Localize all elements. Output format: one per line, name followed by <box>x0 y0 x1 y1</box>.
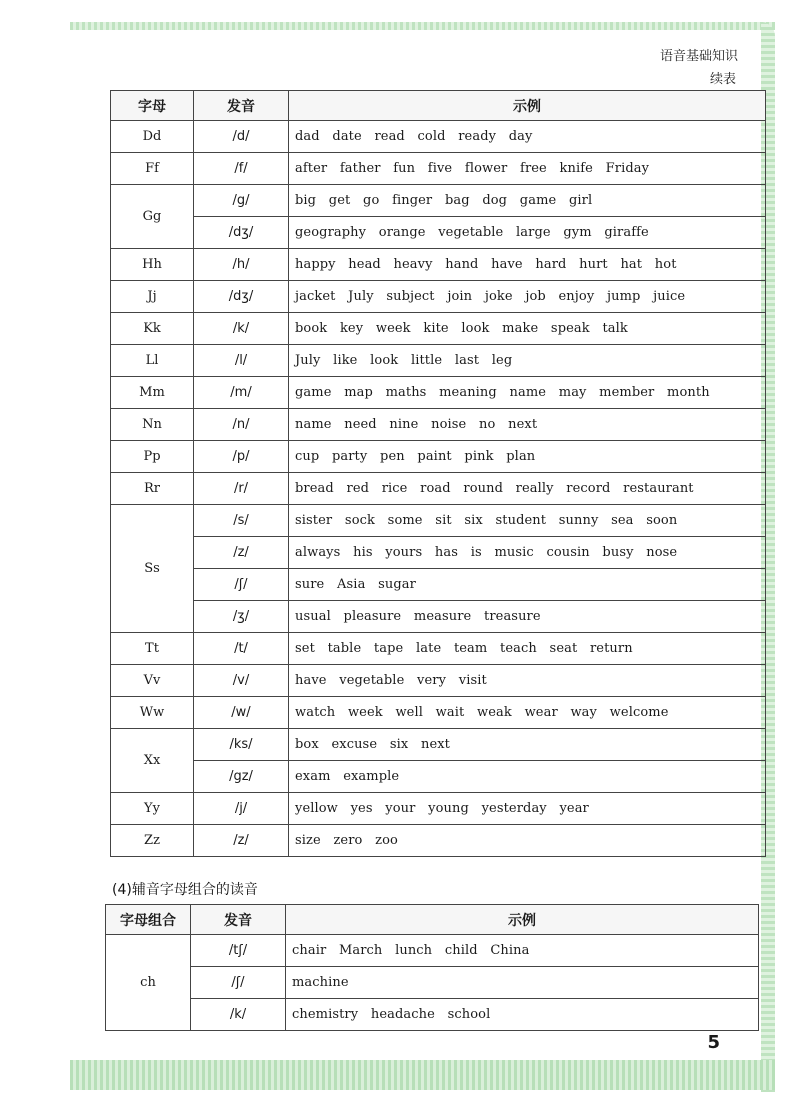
column-header-examples: 示例 <box>286 905 759 935</box>
table-row <box>111 729 766 761</box>
letter-cell: Xx <box>111 729 194 793</box>
table-row <box>111 793 766 825</box>
table-row <box>111 473 766 505</box>
pronunciation-cell: /dʒ/ <box>194 281 289 313</box>
pronunciation-cell: /k/ <box>194 313 289 345</box>
examples-cell: geography orange vegetable large gym giraffe <box>289 217 766 249</box>
table-header-row <box>111 91 766 121</box>
pronunciation-cell: /m/ <box>194 377 289 409</box>
table-row <box>111 569 766 601</box>
examples-cell: book key week kite look make speak talk <box>289 313 766 345</box>
table-row <box>111 313 766 345</box>
page-number: 5 <box>707 1032 720 1053</box>
examples-cell: set table tape late team teach seat return <box>289 633 766 665</box>
column-header-pronunciation: 发音 <box>191 905 286 935</box>
examples-cell: big get go finger bag dog game girl <box>289 185 766 217</box>
pronunciation-cell: /v/ <box>194 665 289 697</box>
table-row <box>111 121 766 153</box>
column-header-pronunciation: 发音 <box>194 91 289 121</box>
examples-cell: machine <box>286 967 759 999</box>
letter-cell: Hh <box>111 249 194 281</box>
pronunciation-cell: /dʒ/ <box>194 217 289 249</box>
examples-cell: cup party pen paint pink plan <box>289 441 766 473</box>
table-row <box>111 345 766 377</box>
letter-cell: Ll <box>111 345 194 377</box>
pronunciation-cell: /r/ <box>194 473 289 505</box>
pronunciation-cell: /j/ <box>194 793 289 825</box>
examples-cell: name need nine noise no next <box>289 409 766 441</box>
table-row <box>106 967 759 999</box>
letter-cell: Tt <box>111 633 194 665</box>
examples-cell: have vegetable very visit <box>289 665 766 697</box>
letter-cell: Pp <box>111 441 194 473</box>
examples-cell: game map maths meaning name may member month <box>289 377 766 409</box>
pronunciation-cell: /z/ <box>194 537 289 569</box>
examples-cell: sure Asia sugar <box>289 569 766 601</box>
table-row <box>106 999 759 1031</box>
letter-cell: Rr <box>111 473 194 505</box>
pronunciation-cell: /d/ <box>194 121 289 153</box>
examples-cell: box excuse six next <box>289 729 766 761</box>
pronunciation-cell: /gz/ <box>194 761 289 793</box>
letter-cell: Jj <box>111 281 194 313</box>
table-continued-label: 续表 <box>709 72 736 87</box>
table-row <box>111 665 766 697</box>
table-row <box>111 185 766 217</box>
examples-cell: sister sock some sit six student sunny sea soon <box>289 505 766 537</box>
examples-cell: watch week well wait weak wear way welcome <box>289 697 766 729</box>
running-header: 语音基础知识 <box>659 49 738 64</box>
table-header-row <box>106 905 759 935</box>
section-title: (4)辅音字母组合的读音 <box>112 882 258 898</box>
letter-cell: Yy <box>111 793 194 825</box>
letter-cell: Kk <box>111 313 194 345</box>
column-header-letter: 字母 <box>111 91 194 121</box>
table-row <box>111 153 766 185</box>
table-row <box>111 537 766 569</box>
examples-cell: chair March lunch child China <box>286 935 759 967</box>
pronunciation-cell: /s/ <box>194 505 289 537</box>
letter-cell: Nn <box>111 409 194 441</box>
table-row <box>111 505 766 537</box>
table-row <box>111 825 766 857</box>
column-header-letter-combination: 字母组合 <box>106 905 191 935</box>
letter-cell: ch <box>106 935 191 1031</box>
table-row <box>111 281 766 313</box>
pronunciation-cell: /ʃ/ <box>191 967 286 999</box>
examples-cell: bread red rice road round really record restaurant <box>289 473 766 505</box>
examples-cell: exam example <box>289 761 766 793</box>
table-row <box>111 217 766 249</box>
pronunciation-cell: /t/ <box>194 633 289 665</box>
decorative-bottom-band <box>70 1060 775 1090</box>
examples-cell: after father fun five flower free knife Friday <box>289 153 766 185</box>
letter-cell: Gg <box>111 185 194 249</box>
table-row <box>111 441 766 473</box>
pronunciation-cell: /p/ <box>194 441 289 473</box>
letter-cell: Zz <box>111 825 194 857</box>
letter-cell: Ww <box>111 697 194 729</box>
examples-cell: happy head heavy hand have hard hurt hat hot <box>289 249 766 281</box>
decorative-top-band <box>70 22 775 30</box>
pronunciation-cell: /g/ <box>194 185 289 217</box>
letter-cell: Ss <box>111 505 194 633</box>
pronunciation-cell: /tʃ/ <box>191 935 286 967</box>
examples-cell: usual pleasure measure treasure <box>289 601 766 633</box>
pronunciation-cell: /k/ <box>191 999 286 1031</box>
table-row <box>111 633 766 665</box>
examples-cell: yellow yes your young yesterday year <box>289 793 766 825</box>
examples-cell: July like look little last leg <box>289 345 766 377</box>
pronunciation-cell: /ks/ <box>194 729 289 761</box>
table-row <box>111 377 766 409</box>
pronunciation-cell: /ʃ/ <box>194 569 289 601</box>
table-row <box>111 409 766 441</box>
table-row <box>106 935 759 967</box>
examples-cell: dad date read cold ready day <box>289 121 766 153</box>
pronunciation-cell: /ʒ/ <box>194 601 289 633</box>
table-row <box>111 761 766 793</box>
column-header-examples: 示例 <box>289 91 766 121</box>
examples-cell: chemistry headache school <box>286 999 759 1031</box>
examples-cell: always his yours has is music cousin busy nose <box>289 537 766 569</box>
pronunciation-cell: /f/ <box>194 153 289 185</box>
pronunciation-cell: /l/ <box>194 345 289 377</box>
consonant-combination-table <box>105 904 759 1031</box>
table-row <box>111 697 766 729</box>
table-row <box>111 249 766 281</box>
letter-cell: Ff <box>111 153 194 185</box>
pronunciation-cell: /h/ <box>194 249 289 281</box>
pronunciation-cell: /z/ <box>194 825 289 857</box>
consonant-letter-table <box>110 90 766 857</box>
letter-cell: Dd <box>111 121 194 153</box>
examples-cell: jacket July subject join joke job enjoy jump juice <box>289 281 766 313</box>
letter-cell: Vv <box>111 665 194 697</box>
table-row <box>111 601 766 633</box>
letter-cell: Mm <box>111 377 194 409</box>
pronunciation-cell: /w/ <box>194 697 289 729</box>
examples-cell: size zero zoo <box>289 825 766 857</box>
pronunciation-cell: /n/ <box>194 409 289 441</box>
